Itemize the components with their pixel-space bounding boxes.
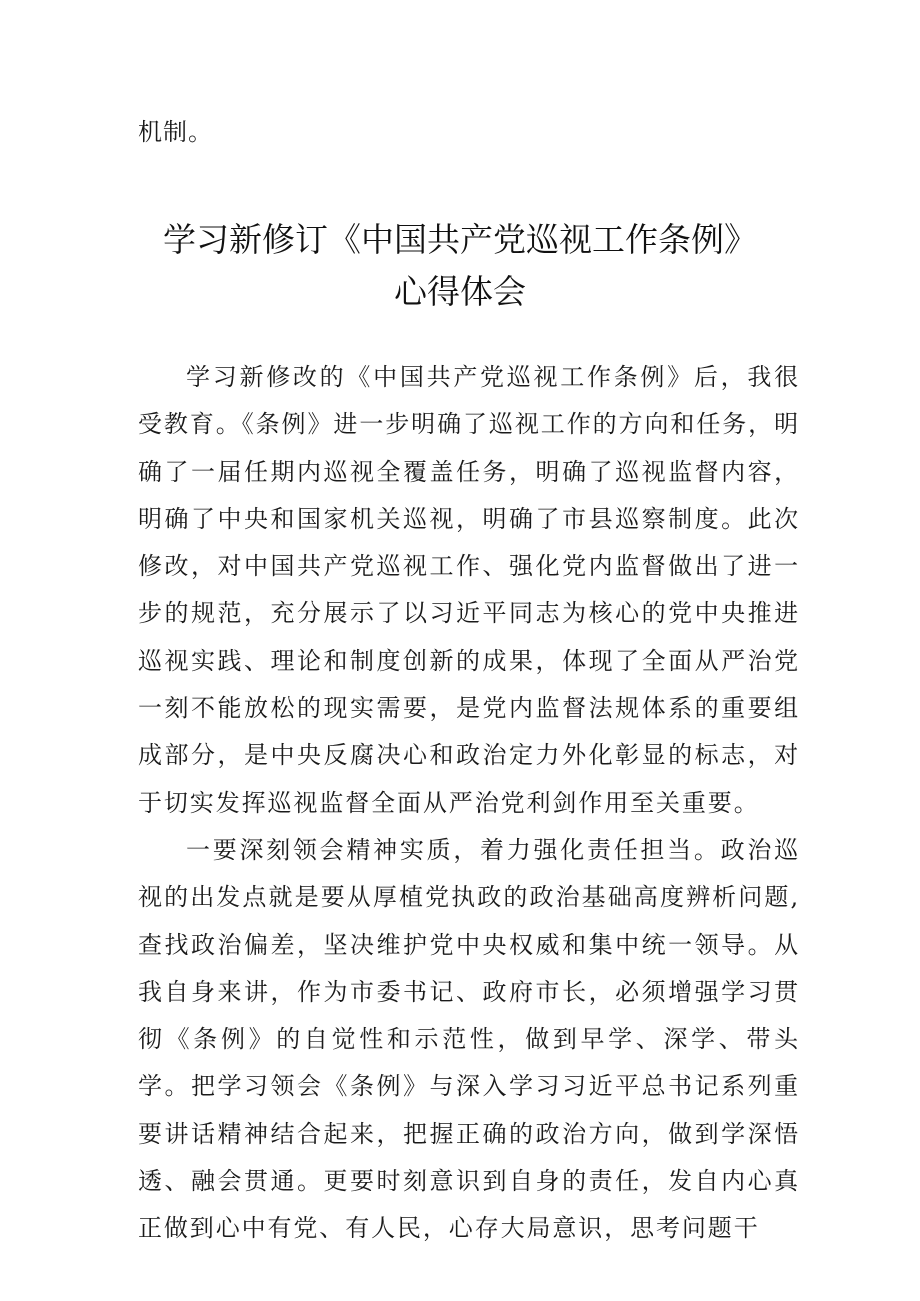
carry-over-text: 机制。 <box>138 118 213 146</box>
document-title <box>100 214 820 318</box>
body-text <box>138 354 800 1253</box>
paragraph-intro: 学习新修改的《中国共产党巡视工作条例》后，我很受教育。《条例》进一步明确了巡视工作的方向和任务，明确了一届任期内巡视全覆盖任务，明确了巡视监督内容，明确了中央和国家机关巡视，明确了市县巡察制度。此次修改，对中国共产党巡视工作、强化党内监督做出了进一步的规范，充分展示了以习近平同志为核心的党中央推进巡视实践、理论和制度创新的成果，体现了全面从严治党一刻不能放松的现实需要，是党内监督法规体系的重要组成部分，是中央反腐决心和政治定力外化彰显的标志，对于切实发挥巡视监督全面从严治党利剑作用至关重要。 <box>138 363 800 817</box>
paragraph-point-one: 一要深刻领会精神实质，着力强化责任担当。政治巡视的出发点就是要从厚植党执政的政治基础高度辨析问题,查找政治偏差，坚决维护党中央权威和集中统一领导。从我自身来讲，作为市委书记、政府市长，必须增强学习贯彻《条例》的自觉性和示范性，做到早学、深学、带头学。把学习领会《条例》与深入学习习近平总书记系列重要讲话精神结合起来，把握正确的政治方向，做到学深悟透、融会贯通。更要时刻意识到自身的责任，发自内心真正做到心中有党、有人民，心存大局意识，思考问题干 <box>138 835 800 1243</box>
title-line-2: 心得体会 <box>394 272 526 311</box>
title-line-1: 学习新修订《中国共产党巡视工作条例》 <box>163 220 757 259</box>
